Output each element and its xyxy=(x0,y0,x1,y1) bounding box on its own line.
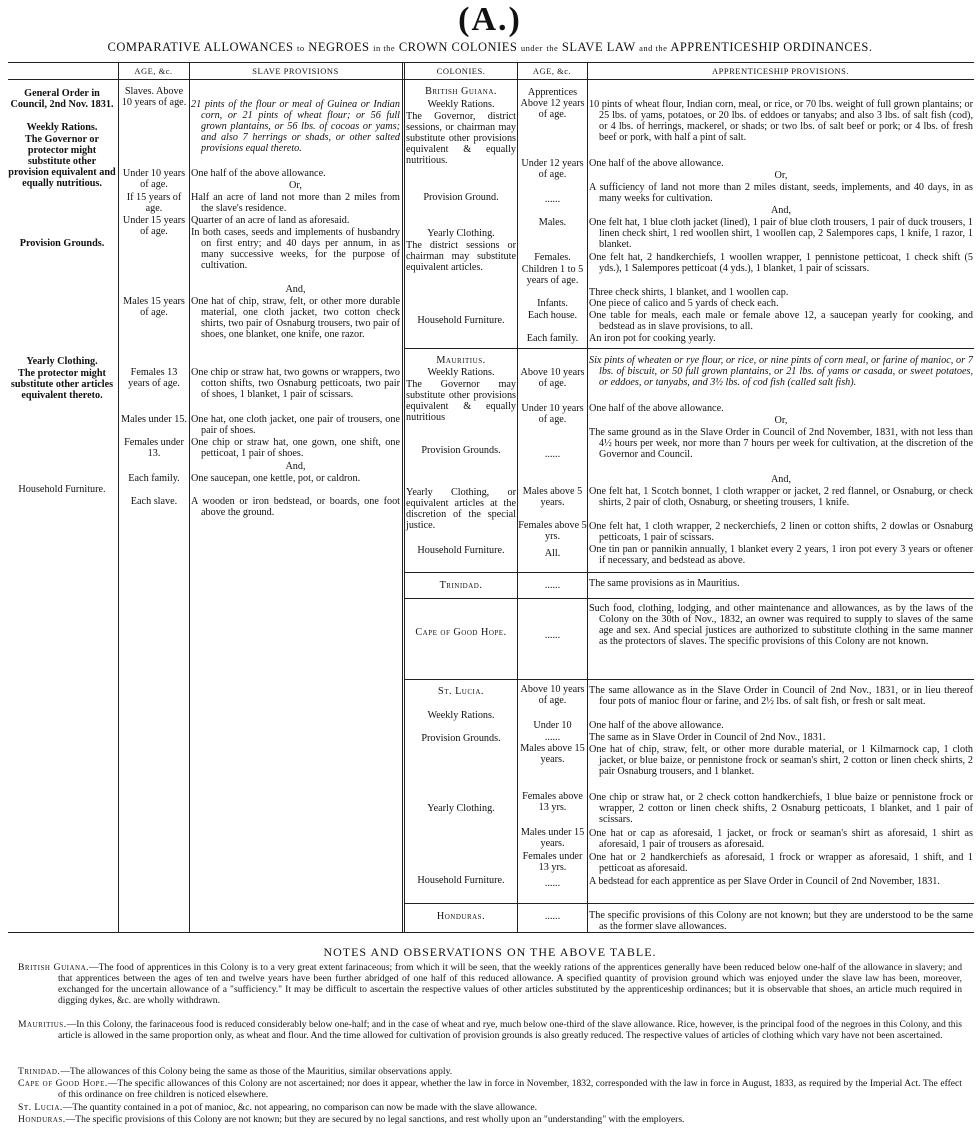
colony-cape-of-good-hope: Cape of Good Hope. xyxy=(415,627,507,638)
app-age-cell: Each family. xyxy=(526,333,579,344)
left-household-furniture: Household Furniture. xyxy=(18,484,106,495)
app-provision: One felt hat, 2 handkerchiefs, 1 woollen wrapper, 1 pennistone petticoat, 1 check shift (5 yds.), 1 Salempores petticoat (4 yds.), 1 blanket, 1 pair of scissars. xyxy=(589,252,973,274)
note-honduras: Honduras.—The specific provisions of this Colony are not known; but they are secured by no legal sanctions, and rest wholly upon an "understanding" with the employers. xyxy=(18,1114,685,1125)
note-trinidad: Trinidad.—The allowances of this Colony being the same as those of the Mauritius, similar observations apply. xyxy=(18,1066,453,1077)
slave-age-cell: Females 13 years of age. xyxy=(128,367,180,389)
slave-age-cell: Slaves. Above 10 years of age. xyxy=(121,86,187,108)
colony-cell: Weekly Rations. xyxy=(427,99,495,110)
app-provision: One chip or straw hat, or 2 check cotton handkerchiefs, 1 blue baize or pennistone frock or wrapper, 2 cotton or linen check shifts, 2 Osnaburg petticoats, 1 blanket, and 1 pair of scissars. xyxy=(589,792,973,825)
app-age-cell: Children 1 to 5 years of age. xyxy=(521,264,584,286)
colony-mauritius: Mauritius. xyxy=(436,355,486,366)
app-age-cell: Males above 5 years. xyxy=(522,486,583,508)
header-rule xyxy=(8,79,974,80)
app-provision: The same allowance as in the Slave Order in Council of 2nd Nov., 1831, or in lieu thereof four pots of manioc flour or farine, and 2½ lbs. of salt fish, or fresh or salt meat. xyxy=(589,685,973,707)
colony-cell: Household Furniture. xyxy=(417,315,505,326)
section-rule xyxy=(405,348,974,349)
app-age-cell: ...... xyxy=(544,878,561,889)
col-header-apprenticeship-provisions: APPRENTICESHIP PROVISIONS. xyxy=(712,66,849,76)
app-age-cell: ...... xyxy=(544,580,561,591)
app-provision: Such food, clothing, lodging, and other maintenance and allowances, as by the laws of the Colony on the 30th of Nov., 1832, an owner was required to supply to slaves of the same age and sex. And special justices are authorized to substitute clothing in the same manner as the protectors of slaves. The specific provisions of this Colony are not known. xyxy=(589,603,973,647)
slave-age-cell: Under 10 years of age. xyxy=(122,168,186,190)
column-divider xyxy=(189,62,190,932)
column-divider xyxy=(402,62,405,932)
slave-provision: In both cases, seeds and implements of husbandry on first entry; and 40 days per annum, in as many successive weeks, for the purpose of cultivation. xyxy=(191,227,400,271)
app-provision: The same ground as in the Slave Order in Council of 2nd November, 1831, with not less than 4½ hours per week, nor more than 7 hours per week for cultivation, at the discretion of the Governor and Council. xyxy=(589,427,973,460)
app-age-cell: Under 10 xyxy=(533,720,572,731)
app-age-cell: Males under 15 years. xyxy=(520,827,585,849)
slave-provision-or: Or, xyxy=(289,180,302,191)
colony-cell: The district sessions or chairman may substitute equivalent articles. xyxy=(406,240,516,273)
slave-provision: 21 pints of the flour or meal of Guinea or Indian corn, or 21 pints of wheat flour; or 56 full grown plantains, or 56 lbs. of cocoas or yams; and also 7 herrings or shads, or other salted provisions equal thereto. xyxy=(191,99,400,154)
app-provision: One half of the above allowance. xyxy=(589,403,724,414)
app-provision-and: And, xyxy=(770,474,792,485)
app-provision: An iron pot for cooking yearly. xyxy=(589,333,716,344)
colony-cell: The Governor may substitute other provisions equivalent & equally nutritious xyxy=(406,379,516,423)
left-provision-grounds: Provision Grounds. xyxy=(19,238,105,249)
colony-cell: Yearly Clothing, or equivalent articles at the discretion of the special justice. xyxy=(406,487,516,531)
app-age-cell: Under 10 years of age. xyxy=(521,403,584,425)
column-divider xyxy=(587,62,588,932)
note-british-guiana: British Guiana.—The food of apprentices in this Colony is to a very great extent farinaceous; from which it will be seen, that the weekly rations of the apprentices generally have been reduced below one-half of the allowance in slavery; and that apprentices between the ages of ten and twelve years have been further abridged of one half of this reduced allowance. A specified quantity of provision ground which was enjoyed under the slave law has been, moreover, exchanged for the uncertain allowance of a "sufficiency." It may be difficult to ascertain the respective values of other articles substituted by the apprenticeship ordinances; but it is observable that shoes, an article much required in digging dykes, &c. are wholly withdrawn. xyxy=(18,962,962,1006)
colony-cell: The Governor, district sessions, or chairman may substitute other provisions equivalent & equally nutritious. xyxy=(406,111,516,166)
app-age-cell: ...... xyxy=(544,630,561,641)
app-age-cell: Above 10 years of age. xyxy=(520,684,585,706)
left-governor: The Governor or protector might substitute other provision equivalent and equally nutritious. xyxy=(8,134,116,189)
col-header-age: AGE, &c. xyxy=(134,66,173,76)
app-provision: One table for meals, each male or female above 12, a saucepan yearly for cooking, and bedstead as in slave provisions, to all. xyxy=(589,310,973,332)
slave-age-cell: Each family. xyxy=(128,473,180,484)
section-rule xyxy=(405,572,974,573)
section-rule xyxy=(405,598,974,599)
app-age-cell: ...... xyxy=(544,194,561,205)
app-provision: One felt hat, 1 blue cloth jacket (lined), 1 pair of blue cloth trousers, 1 pair of duck trousers, 1 linen check shirt, 1 red woollen shirt, 1 woollen cap, 2 Salempores caps, 1 knife, 1 razor, 1 blanket. xyxy=(589,217,973,250)
slave-age-cell: Under 15 years of age. xyxy=(122,215,186,237)
app-provision: One hat of chip, straw, felt, or other more durable material, or 1 Kilmarnock cap, 1 cloth jacket, or blue baize, or pennistone frock or seaman's shirt, 2 cotton or linen check shirts, 2 pair Osnaburg trousers, and 1 blanket. xyxy=(589,744,973,777)
app-provision: One hat or cap as aforesaid, 1 jacket, or frock or seaman's shirt as aforesaid, 1 shirt as aforesaid, 1 pair of trousers as aforesaid. xyxy=(589,828,973,850)
colony-honduras: Honduras. xyxy=(436,911,486,922)
slave-provision: One hat of chip, straw, felt, or other more durable material, one cloth jacket, two cotton check shirts, two pair of Osnaburg trousers, two pair of shoes, one blanket, one knife, one razor. xyxy=(191,296,400,340)
app-age-cell: Apprentices Above 12 years of age. xyxy=(520,87,585,120)
colony-cell: Weekly Rations. xyxy=(427,367,495,378)
app-age-cell: ...... xyxy=(544,732,561,743)
slave-age-cell: Males under 15. xyxy=(121,414,187,425)
app-provision-or: Or, xyxy=(774,415,788,426)
colony-cell: Provision Ground. xyxy=(423,192,499,203)
colony-cell: Household Furniture. xyxy=(417,875,505,886)
app-provision-or: Or, xyxy=(774,170,788,181)
app-provision: The specific provisions of this Colony are not known; but they are understood to be the same as the former slave allowances. xyxy=(589,910,973,932)
slave-provision: One chip or straw hat, two gowns or wrappers, two cotton shifts, two Osnaburg petticoats, two pair of shoes, 1 blanket, 1 pair of scissars. xyxy=(191,367,400,400)
col-header-colonies: COLONIES. xyxy=(436,66,486,76)
app-age-cell: Above 10 years of age. xyxy=(520,367,585,389)
note-mauritius: Mauritius.—In this Colony, the farinaceous food is reduced considerably below one-half; and in the case of wheat and rye, much below one-third of the slave allowance. Rice, however, is the principal food of the negroes in this Colony, and this article is allowed in the same proportion only, as wheat and flour. And the time allowed for cultivation of provision grounds is also greatly reduced. The respective values of articles of clothing which vary have not been ascertained. xyxy=(18,1019,963,1041)
table-top-rule xyxy=(8,62,974,63)
app-provision: One piece of calico and 5 yards of check each. xyxy=(589,298,779,309)
slave-age-cell: Females under 13. xyxy=(124,437,184,459)
app-age-cell: Females above 13 yrs. xyxy=(522,791,583,813)
slave-provision: Half an acre of land not more than 2 miles from the slave's residence. xyxy=(191,192,400,214)
colony-british-guiana: British Guiana. xyxy=(425,86,497,97)
app-provision: A bedstead for each apprentice as per Slave Order in Council of 2nd November, 1831. xyxy=(589,876,940,887)
slave-provision: One chip or straw hat, one gown, one shift, one petticoat, 1 pair of shoes. xyxy=(191,437,400,459)
app-age-cell: Females above 5 yrs. xyxy=(518,520,587,542)
left-order: General Order in Council, 2nd Nov. 1831. xyxy=(10,88,114,110)
section-rule xyxy=(405,679,974,680)
app-age-cell: Infants. xyxy=(537,298,568,309)
note-st-lucia: St. Lucia.—The quantity contained in a pot of manioc, &c. not appearing, no comparison can now be made with the slave allowance. xyxy=(18,1102,537,1113)
app-age-cell: Under 12 years of age. xyxy=(521,158,584,180)
slave-age-cell: Males 15 years of age. xyxy=(123,296,185,318)
app-provision: One half of the above allowance. xyxy=(589,720,724,731)
notes-title: NOTES AND OBSERVATIONS ON THE ABOVE TABLE. xyxy=(323,945,657,959)
app-provision: One felt hat, 1 cloth wrapper, 2 neckerchiefs, 2 linen or cotton shifts, 2 dowlas or Osnaburg petticoats, 1 pair of scissars. xyxy=(589,521,973,543)
left-label-rule xyxy=(8,62,118,63)
slave-provision: One hat, one cloth jacket, one pair of trousers, one pair of shoes. xyxy=(191,414,400,436)
app-age-cell: Females under 13 yrs. xyxy=(522,851,583,873)
app-age-cell: Females. xyxy=(534,252,571,263)
app-age-cell: ...... xyxy=(544,449,561,460)
table-bottom-rule xyxy=(8,932,974,933)
app-provision: The same provisions as in Mauritius. xyxy=(589,578,740,589)
left-protector: The protector might substitute other articles equivalent thereto. xyxy=(10,368,114,401)
table-title: COMPARATIVE ALLOWANCES to NEGROES in the CROWN COLONIES under the SLAVE LAW and the APPRENTICESHIP ORDINANCES. xyxy=(107,40,873,54)
app-age-cell: Each house. xyxy=(527,310,578,321)
app-age-cell: ...... xyxy=(544,911,561,922)
colony-cell: Household Furniture. xyxy=(417,545,505,556)
slave-provision: A wooden or iron bedstead, or boards, one foot above the ground. xyxy=(191,496,400,518)
app-provision-and: And, xyxy=(770,205,792,216)
app-provision: One tin pan or pannikin annually, 1 blanket every 2 years, 1 iron pot every 3 years or oftener if necessary, and bedstead as above. xyxy=(589,544,973,566)
app-age-cell: Males above 15 years. xyxy=(520,743,585,765)
app-provision: 10 pints of wheat flour, Indian corn, meal, or rice, or 70 lbs. weight of full grown plantains; or 25 lbs. of yams, potatoes, or 20 lbs. of eddoes or tanyabs; and also 3 lbs. of salt fish (cod), or 4 lbs. of herrings, mackerel, or shads; or two lbs. of salt beef or pork; or 4 lbs. of fresh beef or pork, with half a pint of salt. xyxy=(589,99,973,143)
colony-cell: Yearly Clothing. xyxy=(427,803,495,814)
colony-cell: Yearly Clothing. xyxy=(427,228,495,239)
colony-cell: Provision Grounds. xyxy=(421,445,501,456)
app-provision: One hat or 2 handkerchiefs as aforesaid, 1 frock or wrapper as aforesaid, 1 shift, and 1 petticoat as aforesaid. xyxy=(589,852,973,874)
slave-provision-and: And, xyxy=(285,284,306,295)
app-provision: The same as in Slave Order in Council of 2nd Nov., 1831. xyxy=(589,732,826,743)
slave-age-cell: Each slave. xyxy=(130,496,178,507)
app-provision: A sufficiency of land not more than 2 miles distant, seeds, implements, and 40 days, in as many weeks for cultivation. xyxy=(589,182,973,204)
slave-age-cell: If 15 years of age. xyxy=(126,192,182,214)
slave-provision: One half of the above allowance. xyxy=(191,168,326,179)
slave-provision-and: And, xyxy=(285,461,306,472)
left-yearly-clothing: Yearly Clothing. xyxy=(26,356,98,367)
note-cape-of-good-hope: Cape of Good Hope.—The specific allowances of this Colony are not ascertained; nor does it appear, whether the law in force in November, 1832, corresponded with the law in force in August, 1833, as required by the Imperial Act. The effect of this ordinance on free children is noticed elsewhere. xyxy=(18,1078,962,1100)
colony-trinidad: Trinidad. xyxy=(439,580,483,591)
left-weekly-rations: Weekly Rations. xyxy=(26,122,98,133)
table-letter: (A.) xyxy=(458,1,522,38)
slave-provision: One saucepan, one kettle, pot, or caldron. xyxy=(191,473,361,484)
slave-provision: Quarter of an acre of land as aforesaid. xyxy=(191,215,350,226)
app-provision: One half of the above allowance. xyxy=(589,158,724,169)
col-header-age: AGE, &c. xyxy=(532,66,572,76)
col-header-slave-provisions: SLAVE PROVISIONS xyxy=(252,66,339,76)
app-provision: One felt hat, 1 Scotch bonnet, 1 cloth wrapper or jacket, 2 red flannel, or Osnaburg, or check shirts, 2 pair of cloth, Osnaburg, or sheeting trousers, 1 knife. xyxy=(589,486,973,508)
section-rule xyxy=(405,903,974,904)
colony-cell: Weekly Rations. xyxy=(427,710,495,721)
colony-cell: Provision Grounds. xyxy=(421,733,501,744)
column-divider xyxy=(118,62,119,932)
app-age-cell: Males. xyxy=(538,217,567,228)
app-provision: Six pints of wheaten or rye flour, or rice, or nine pints of corn meal, or farine of manioc, or 7 lbs. of biscuit, or 50 full grown plantains, or 21 lbs. of yams or casada, or sweet potatoes, or eddoes, or tanyabs, and 3½ lbs. of cod fish (called salt fish). xyxy=(589,355,973,388)
colony-st-lucia: St. Lucia. xyxy=(438,686,484,697)
app-age-cell: All. xyxy=(544,548,561,559)
app-provision: Three check shirts, 1 blanket, and 1 woollen cap. xyxy=(589,287,789,298)
